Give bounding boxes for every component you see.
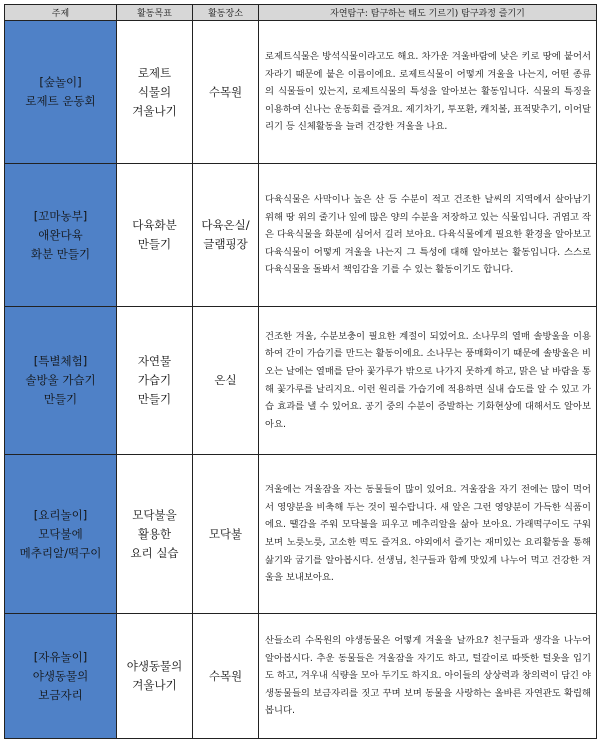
header-theme: 주제 xyxy=(5,5,117,21)
theme-line: [숲놀이] xyxy=(39,75,82,89)
theme-line: 로제트 운동회 xyxy=(25,94,96,108)
description-cell: 겨울에는 겨울잠을 자는 동물들이 많이 있어요. 겨울잠을 자기 전에는 많이 먹어서 영양분을 비축해 두는 것이 필수랍니다. 새 알은 그런 영양분이 가득한 식품이에요. 땔감을 주워 모닥불을 피우고 메추리알을 삶아 보아요. 가래떡구이도 구워보며 노릇노릇, 고소한 떡도 즐겨요. 야외에서 즐기는 재미있는 요리활동을 통해 삶기와 굽기를 알아봅시다. 선생님, 친구들과 함께 맛있게 나누어 먹고 건강한 겨울을 보내보아요. xyxy=(259,455,597,614)
place-line: 다육온실/ xyxy=(201,218,250,232)
goal-line: 식물의 xyxy=(137,84,172,99)
theme-line: 화분 만들기 xyxy=(30,246,91,261)
theme-cell xyxy=(5,307,117,455)
goal-cell xyxy=(117,307,193,455)
place-cell xyxy=(193,614,259,739)
goal-line: 만들기 xyxy=(137,237,172,251)
theme-line: [특별체험] xyxy=(33,354,88,368)
description-cell: 건조한 겨울, 수분보충이 필요한 계절이 되었어요. 소나무의 열매 솔방울을 이용하여 간이 가습기를 만드는 활동이에요. 소나무는 풍매화이기 때문에 솔방울은 비 오는 날에는 열매를 닫아 꽃가루가 밖으로 나가지 못하게 하고, 맑은 날 바람을 통해 꽃가루를 날리지요. 이런 원리를 가습기에 적용하면 실내 습도를 알 수 있고 가습 효과를 낼 수 있어요. 공기 중의 수분이 증발하는 기화현상에 대해서도 알아보아요. xyxy=(259,307,597,455)
place-line: 글램핑장 xyxy=(203,237,248,251)
description-cell: 산들소리 수목원의 야생동물은 어떻게 겨울을 날까요? 친구들과 생각을 나누어 알아봅시다. 추운 동물들은 겨울잠을 자기도 하고, 털갈이로 따뜻한 털옷을 입기도 하고, 겨우내 식량을 모아 두기도 하지요. 아이들의 상상력과 창의력이 담긴 야생동물들의 보금자리를 짓고 꾸며 보며 동물을 사랑하는 올바른 자연관도 확립해봅니다. xyxy=(259,614,597,739)
theme-line: 솔방울 가습기 xyxy=(25,373,96,387)
place-line: 온실 xyxy=(214,373,237,387)
theme-line: 메추리알/떡구이 xyxy=(19,545,102,560)
goal-line: 겨울나기 xyxy=(132,103,177,118)
table-row xyxy=(5,614,597,739)
goal-line: 로제트 xyxy=(137,65,172,80)
theme-cell xyxy=(5,614,117,739)
table-row xyxy=(5,307,597,455)
theme-line: 보금자리 xyxy=(38,687,83,702)
header-process: 자연탐구: 탐구하는 태도 기르기) 탐구과정 즐기기 xyxy=(259,5,597,21)
place-line: 수목원 xyxy=(208,668,243,683)
goal-line: 활용한 xyxy=(137,526,172,541)
theme-cell xyxy=(5,164,117,307)
theme-cell xyxy=(5,21,117,164)
table-row xyxy=(5,455,597,614)
goal-line: 겨울나기 xyxy=(132,678,177,692)
header-goal: 활동목표 xyxy=(117,5,193,21)
goal-cell xyxy=(117,455,193,614)
goal-line: 자연물 xyxy=(137,354,172,368)
goal-line: 요리 실습 xyxy=(130,545,179,560)
header-place: 활동장소 xyxy=(193,5,259,21)
theme-line: [꼬마농부] xyxy=(33,208,88,223)
theme-cell xyxy=(5,455,117,614)
theme-line: 만들기 xyxy=(43,392,78,406)
place-line: 모닥불 xyxy=(208,526,243,541)
goal-cell xyxy=(117,164,193,307)
description-cell: 다육식물은 사막이나 높은 산 등 수분이 적고 건조한 날씨의 지역에서 살아남기 위해 땅 위의 줄기나 잎에 많은 양의 수분을 저장하고 있는 식물입니다. 귀엽고 작은 다육식물을 화분에 심어서 길러 보아요. 다육식물에게 필요한 환경을 알아보고 다육식물이 어떻게 겨울을 나는지 그 특성에 대해 알아보는 활동입니다. 스스로 다육식물을 돌봐서 책임감을 기를 수 있는 활동이기도 합니다. xyxy=(259,164,597,307)
theme-line: 야생동물의 xyxy=(32,668,89,683)
activity-plan-table xyxy=(4,4,597,739)
goal-line: 만들기 xyxy=(137,392,172,406)
goal-cell xyxy=(117,614,193,739)
goal-line: 다육화분 xyxy=(132,218,177,232)
place-cell xyxy=(193,164,259,307)
table-row xyxy=(5,21,597,164)
place-cell xyxy=(193,307,259,455)
goal-line: 모닥불을 xyxy=(132,507,177,522)
description-cell: 로제트식물은 방석식물이라고도 해요. 차가운 겨울바람에 낮은 키로 땅에 붙어서 자라기 때문에 붙은 이름이에요. 로제트식물이 어떻게 겨울을 나는지, 어떤 종류의 식물들이 있는지, 로제트식물의 특성을 알아보는 활동입니다. 식물의 특징을 이용하여 신나는 운동회를 즐겨요. 제기차기, 투포환, 캐치볼, 표적맞추기, 이어달리기 등 신체활동을 늘려 건강한 겨울을 나요. xyxy=(259,21,597,164)
place-line: 수목원 xyxy=(208,84,243,99)
goal-cell xyxy=(117,21,193,164)
goal-line: 가습기 xyxy=(137,373,172,387)
header-row xyxy=(5,5,597,21)
theme-line: 모닥불에 xyxy=(38,526,83,541)
theme-line: [요리놀이] xyxy=(33,507,88,522)
theme-line: 애완다육 xyxy=(38,227,83,242)
place-cell xyxy=(193,21,259,164)
theme-line: [자유놀이] xyxy=(33,649,88,664)
place-cell xyxy=(193,455,259,614)
goal-line: 야생동물의 xyxy=(126,659,183,673)
table-row xyxy=(5,164,597,307)
